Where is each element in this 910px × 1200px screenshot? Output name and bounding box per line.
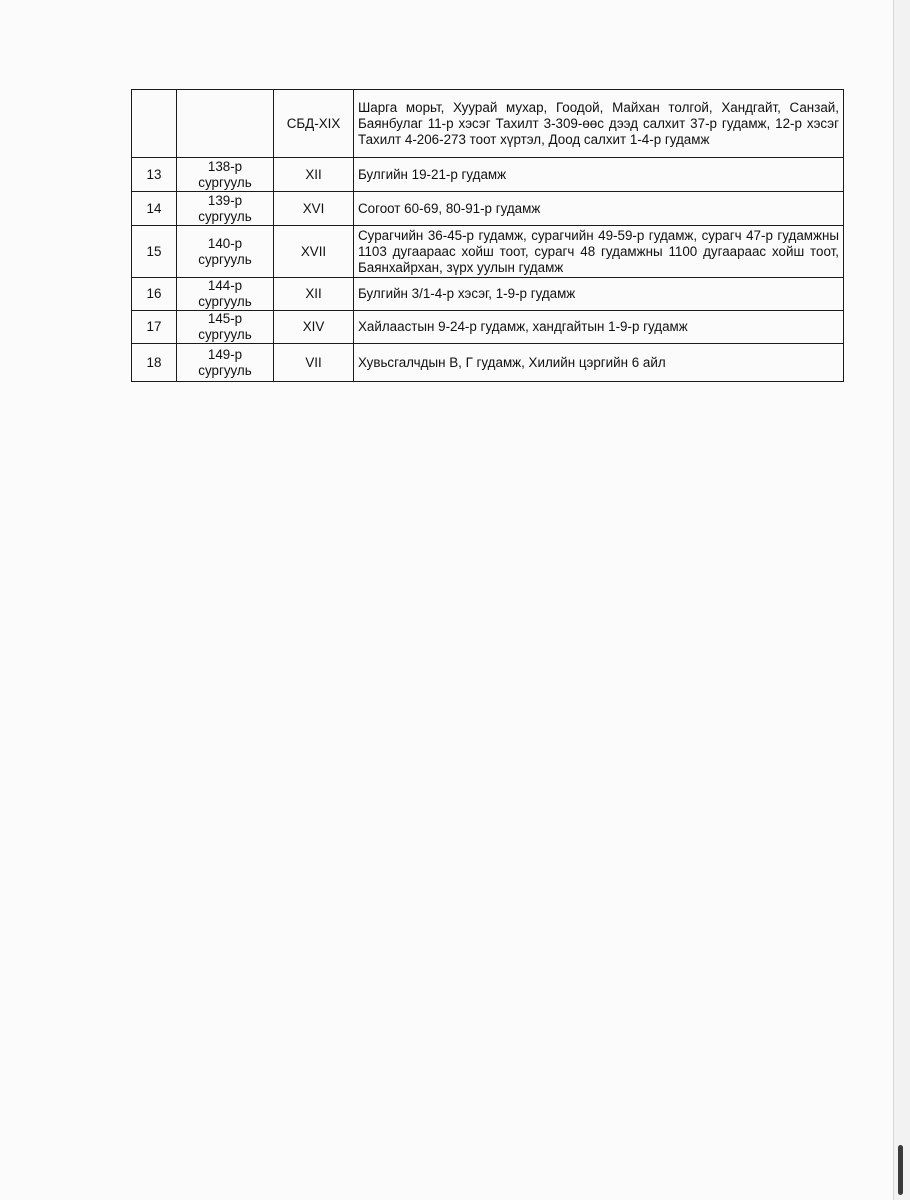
service-area: Булгийн 19-21-р гудамж	[354, 158, 844, 192]
viewer-margin	[894, 0, 910, 1200]
service-area: Сурагчийн 36-45-р гудамж, сурагчийн 49-59-р гудамж, сурагч 47-р гудамжны 1103 дугаараас хойш тоот, сурагч 48 гудамжны 1100 дугаараас хойш тоот, Баянхайрхан, зүрх уулын гудамж	[354, 226, 844, 278]
row-number: 15	[132, 226, 177, 278]
district-code: XIV	[274, 311, 354, 344]
school-name: 145-р сургууль	[177, 311, 274, 344]
service-area: Хувьсгалчдын В, Г гудамж, Хилийн цэргийн 6 айл	[354, 344, 844, 382]
scrollbar-thumb[interactable]	[898, 1145, 903, 1195]
district-code: XVI	[274, 192, 354, 226]
table-row	[132, 158, 844, 192]
row-number: 13	[132, 158, 177, 192]
service-area: Хайлаастын 9-24-р гудамж, хандгайтын 1-9-р гудамж	[354, 311, 844, 344]
school-name: 139-р сургууль	[177, 192, 274, 226]
school-district-table	[131, 89, 844, 382]
table-row	[132, 278, 844, 311]
row-number: 17	[132, 311, 177, 344]
table-row	[132, 90, 844, 158]
district-code: XII	[274, 158, 354, 192]
table-row	[132, 344, 844, 382]
district-code: СБД-XIX	[274, 90, 354, 158]
school-name: 144-р сургууль	[177, 278, 274, 311]
table-row	[132, 311, 844, 344]
service-area: Шарга морьт, Хуурай мухар, Гоодой, Майхан толгой, Хандгайт, Санзай, Баянбулаг 11-р хэсэг Тахилт 3-309-өөс дээд салхит 37-р гудамж, 12-р хэсэг Тахилт 4-206-273 тоот хүртэл, Доод салхит 1-4-р гудамж	[354, 90, 844, 158]
school-name	[177, 90, 274, 158]
row-number: 14	[132, 192, 177, 226]
service-area: Булгийн 3/1-4-р хэсэг, 1-9-р гудамж	[354, 278, 844, 311]
school-name: 138-р сургууль	[177, 158, 274, 192]
district-code: XII	[274, 278, 354, 311]
district-code: VII	[274, 344, 354, 382]
school-name: 149-р сургууль	[177, 344, 274, 382]
table-row	[132, 192, 844, 226]
row-number	[132, 90, 177, 158]
service-area: Согоот 60-69, 80-91-р гудамж	[354, 192, 844, 226]
school-name: 140-р сургууль	[177, 226, 274, 278]
row-number: 16	[132, 278, 177, 311]
table-row	[132, 226, 844, 278]
row-number: 18	[132, 344, 177, 382]
district-code: XVII	[274, 226, 354, 278]
